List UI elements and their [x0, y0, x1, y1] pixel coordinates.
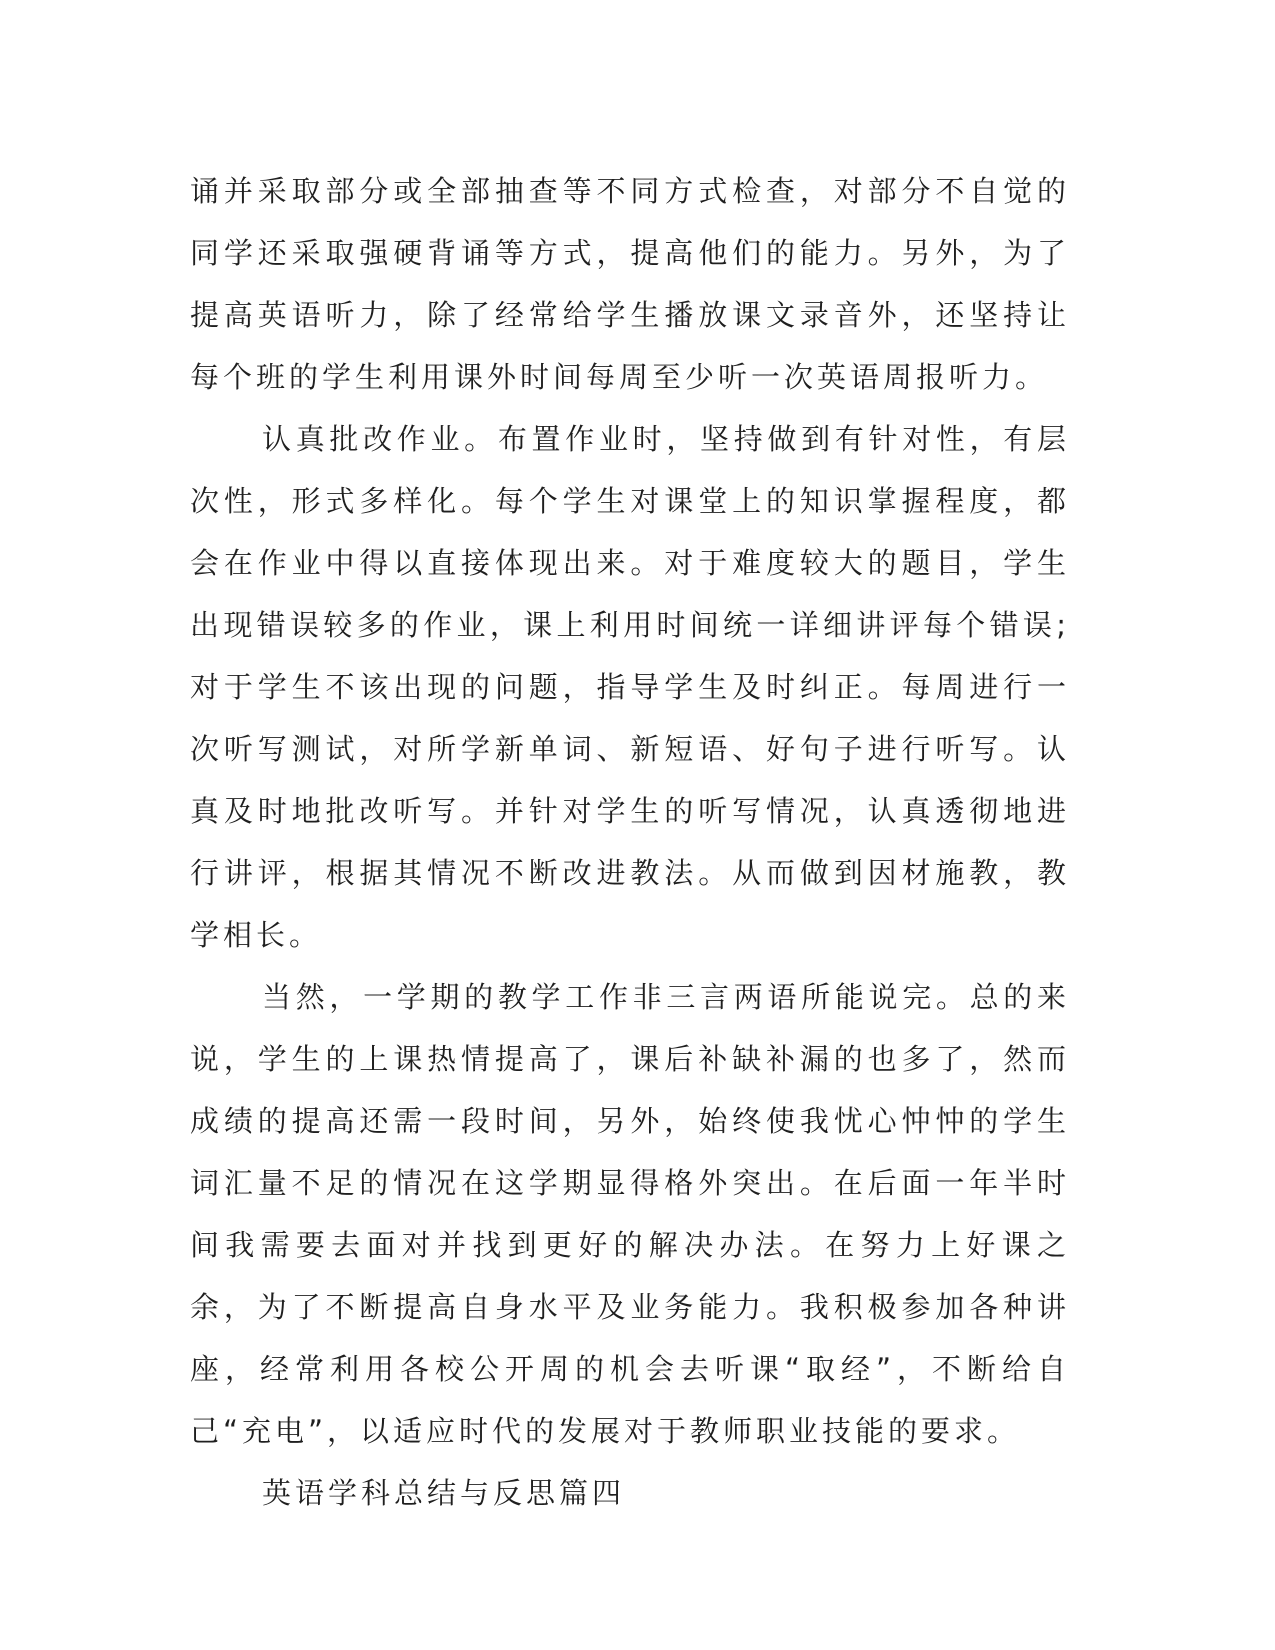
- section-heading: 英语学科总结与反思篇四: [262, 1476, 626, 1510]
- document-body: [190, 160, 1070, 1524]
- paragraph-homework: 认真批改作业。布置作业时，坚持做到有针对性，有层次性，形式多样化。每个学生对课堂上的知识掌握程度，都会在作业中得以直接体现出来。对于难度较大的题目，学生出现错误较多的作业，课上利用时间统一详细讲评每个错误;对于学生不该出现的问题，指导学生及时纠正。每周进行一次听写测试，对所学新单词、新短语、好句子进行听写。认真及时地批改听写。并针对学生的听写情况，认真透彻地进行讲评，根据其情况不断改进教法。从而做到因材施教，教学相长。: [190, 422, 1070, 952]
- paragraph-summary: 当然，一学期的教学工作非三言两语所能说完。总的来说，学生的上课热情提高了，课后补缺补漏的也多了，然而成绩的提高还需一段时间，另外，始终使我忧心忡忡的学生词汇量不足的情况在这学期显得格外突出。在后面一年半时间我需要去面对并找到更好的解决办法。在努力上好课之余，为了不断提高自身水平及业务能力。我积极参加各种讲座，经常利用各校公开周的机会去听课“取经”，不断给自己“充电”，以适应时代的发展对于教师职业技能的要求。: [190, 980, 1070, 1448]
- paragraph-continued: 诵并采取部分或全部抽查等不同方式检查，对部分不自觉的同学还采取强硬背诵等方式，提高他们的能力。另外，为了提高英语听力，除了经常给学生播放课文录音外，还坚持让每个班的学生利用课外时间每周至少听一次英语周报听力。: [190, 174, 1070, 394]
